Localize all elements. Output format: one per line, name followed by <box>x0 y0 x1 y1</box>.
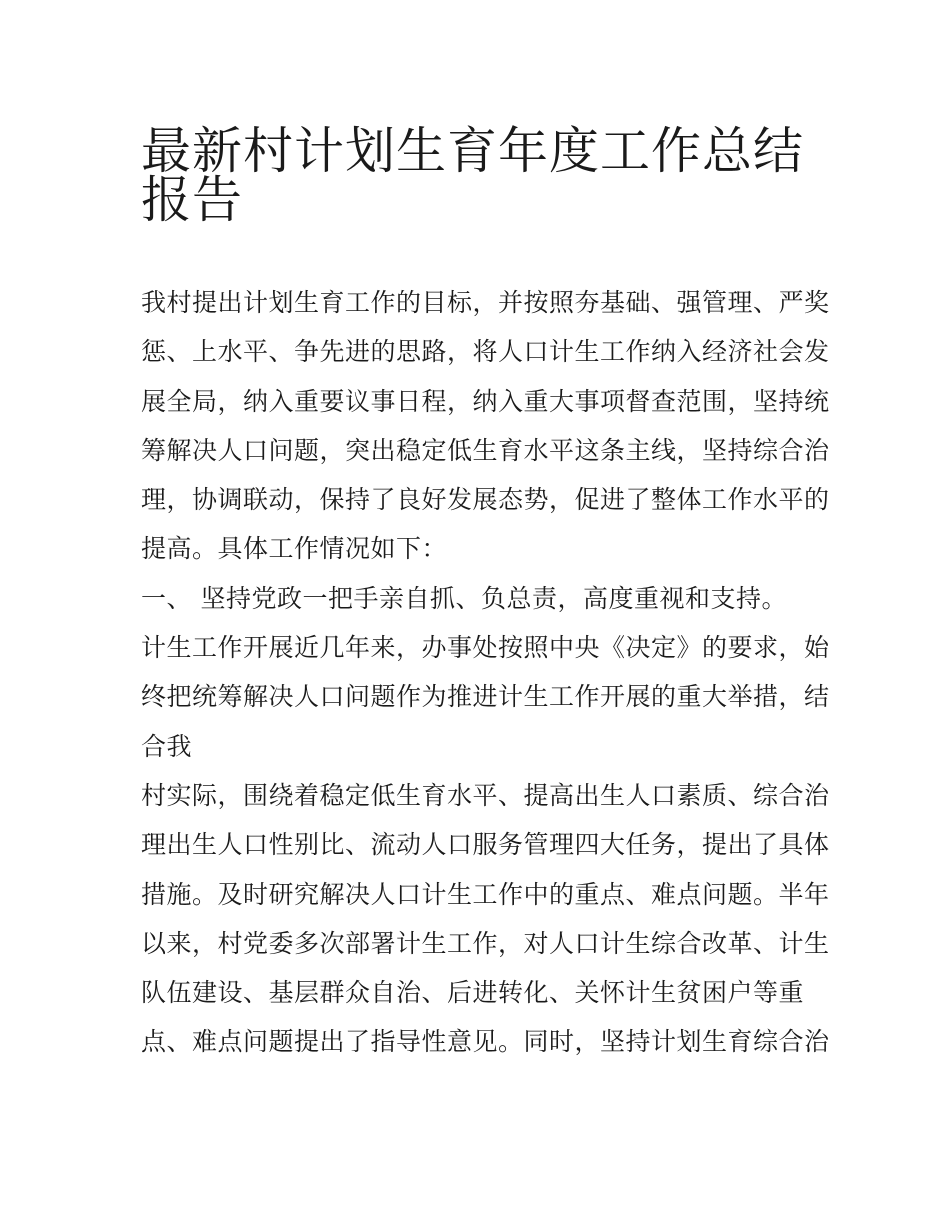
body-line: 我村提出计划生育工作的目标，并按照夯基础、强管理、严奖 <box>141 288 830 317</box>
body-line: 以来，村党委多次部署计生工作，对人口计生综合改革、计生 <box>141 928 830 958</box>
document-body <box>141 278 830 1067</box>
section-heading: 一、 坚持党政一把手亲自抓、负总责，高度重视和支持。 <box>141 583 787 613</box>
body-line: 措施。及时研究解决人口计生工作中的重点、难点问题。半年 <box>141 879 830 909</box>
body-line: 展全局，纳入重要议事日程，纳入重大事项督查范围，坚持统 <box>141 386 830 416</box>
body-line: 点、难点问题提出了指导性意见。同时，坚持计划生育综合治 <box>141 1027 830 1057</box>
body-line: 理，协调联动，保持了良好发展态势，促进了整体工作水平的 <box>141 485 830 515</box>
body-line: 筹解决人口问题，突出稳定低生育水平这条主线，坚持综合治 <box>141 435 830 465</box>
body-line: 计生工作开展近几年来，办事处按照中央《决定》的要求，始 <box>141 633 830 663</box>
body-line: 惩、上水平、争先进的思路，将人口计生工作纳入经济社会发 <box>141 337 830 367</box>
body-line: 合我 <box>141 731 193 761</box>
body-line: 提高。具体工作情况如下： <box>141 534 448 564</box>
title-line: 最新村计划生育年度工作总结 <box>141 122 804 180</box>
body-line: 队伍建设、基层群众自治、后进转化、关怀计生贫困户等重 <box>141 978 805 1008</box>
body-line: 理出生人口性别比、流动人口服务管理四大任务，提出了具体 <box>141 830 830 860</box>
title-line: 报告 <box>141 171 243 230</box>
body-line: 村实际，围绕着稳定低生育水平、提高出生人口素质、综合治 <box>141 780 830 810</box>
document-title <box>141 112 821 230</box>
body-line: 终把统筹解决人口问题作为推进计生工作开展的重大举措，结 <box>141 682 830 712</box>
